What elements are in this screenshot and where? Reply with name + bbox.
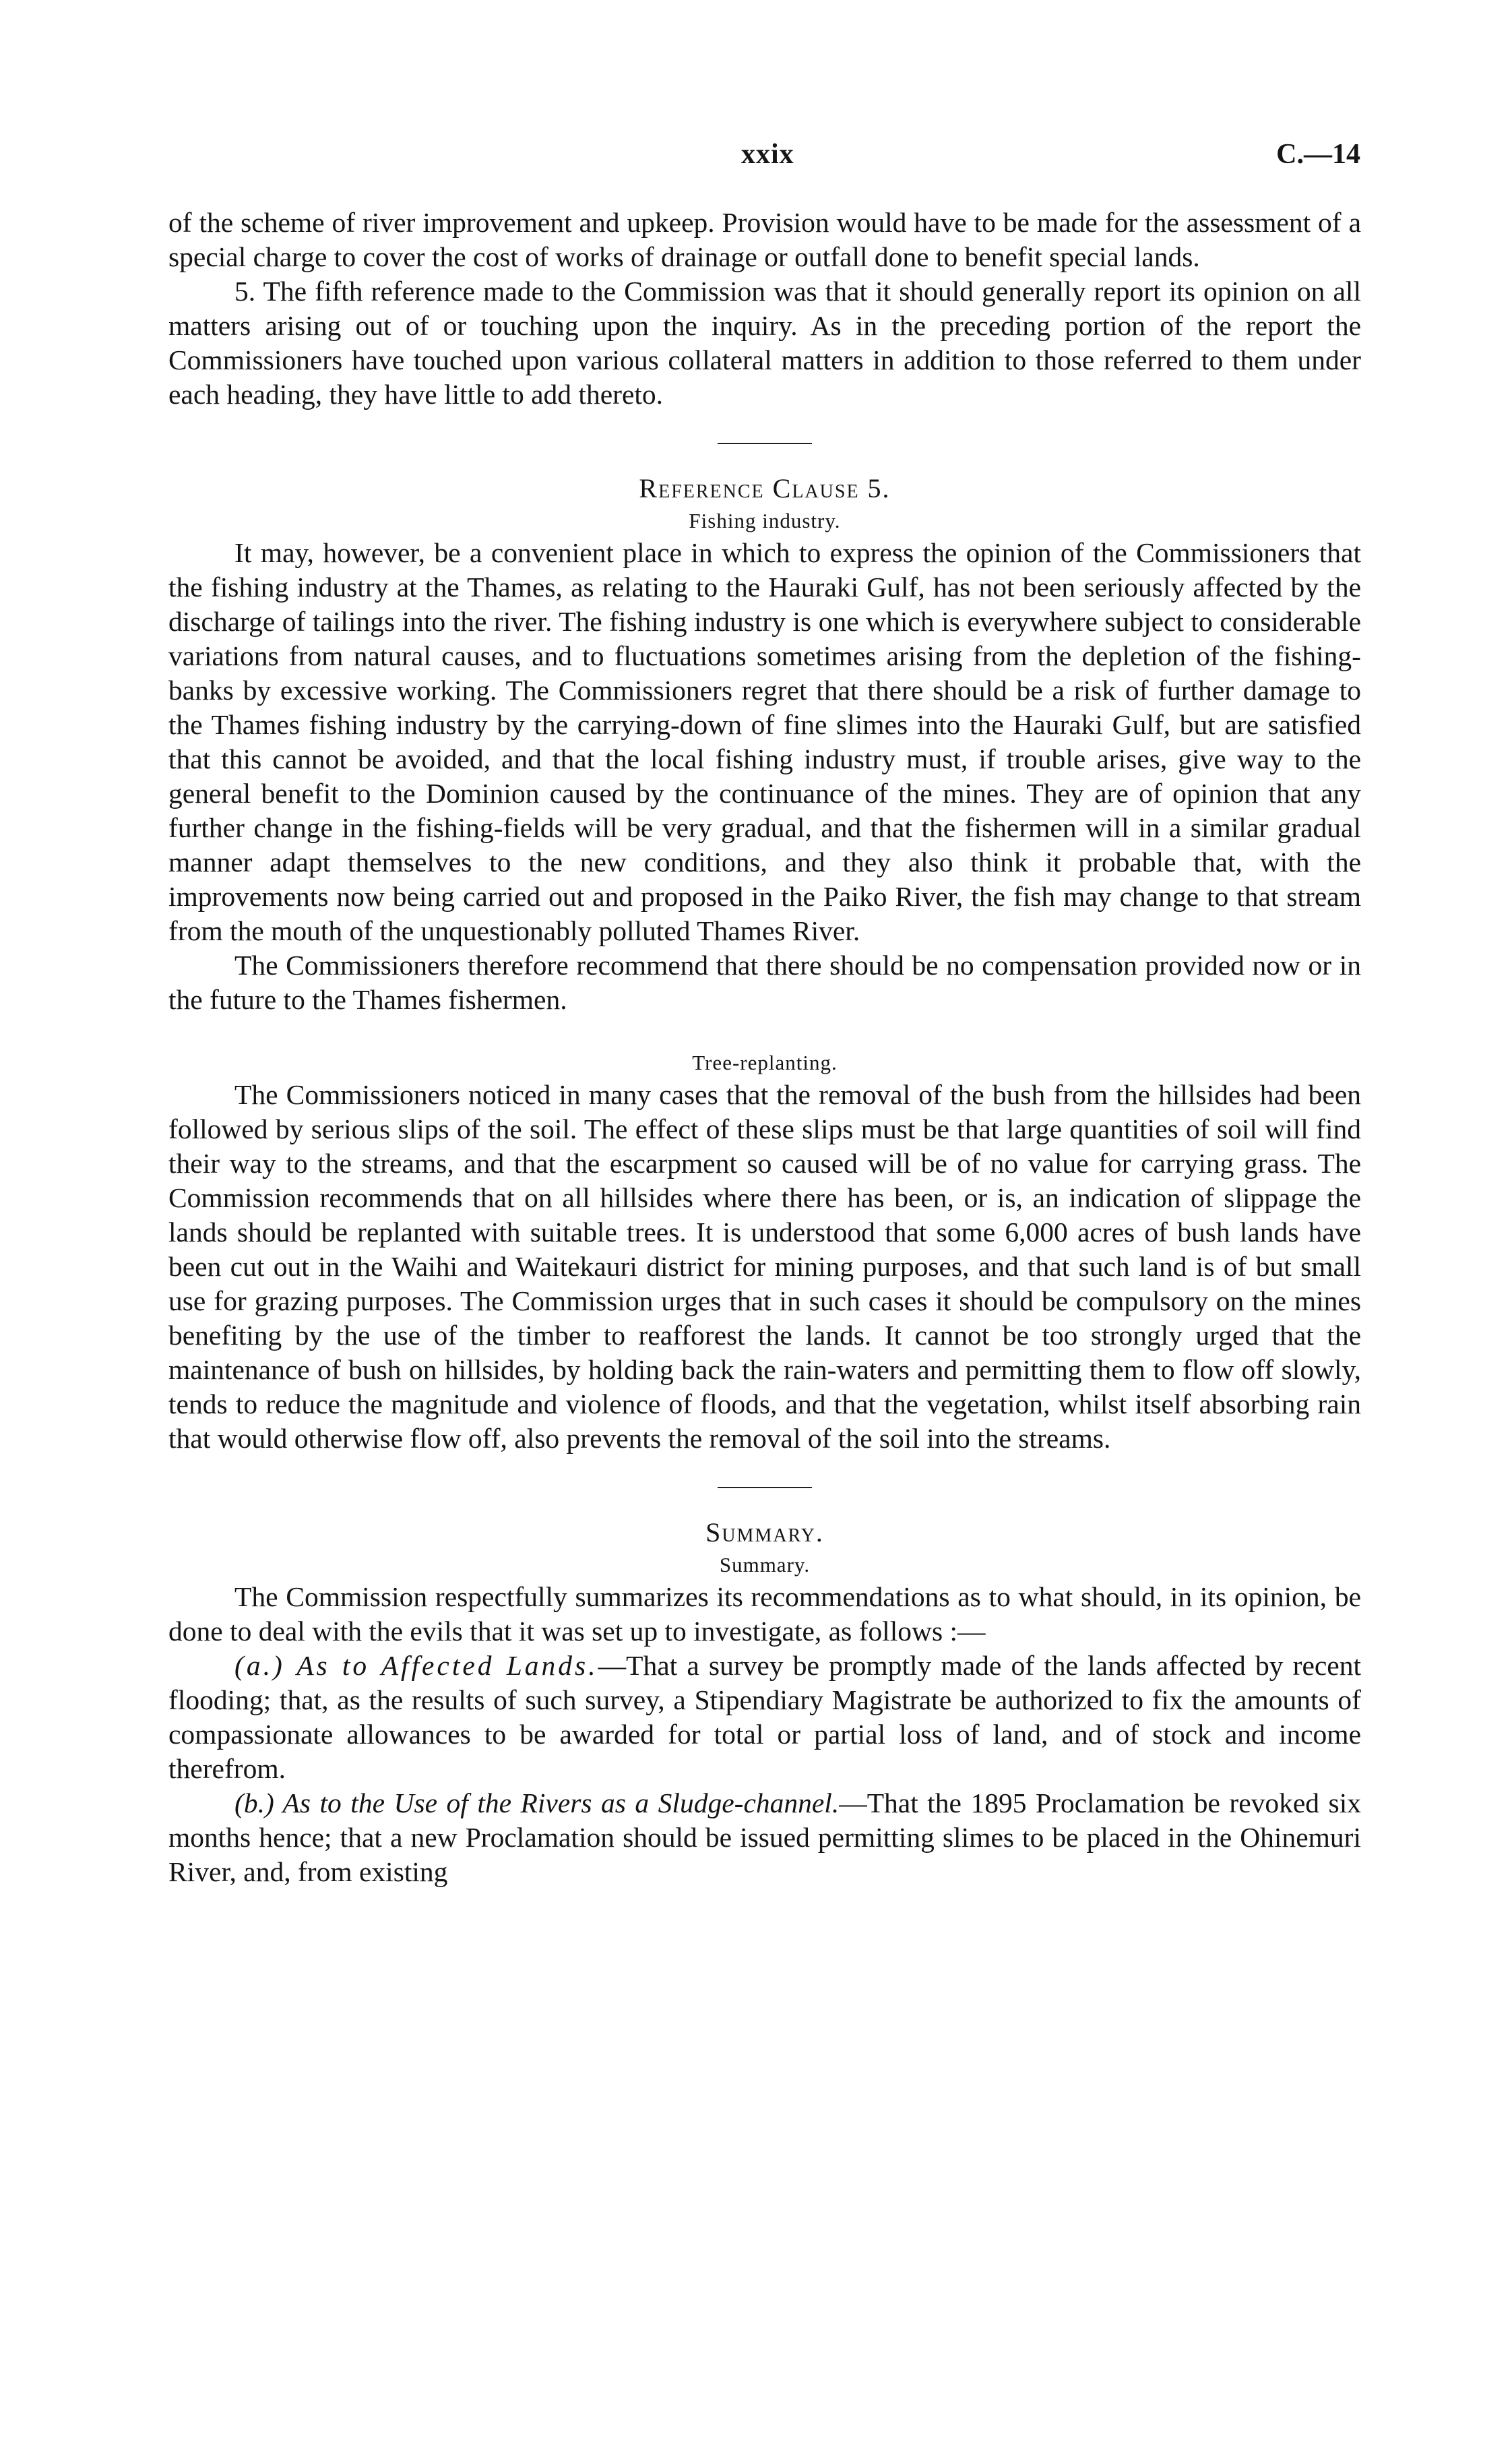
section-divider	[718, 1487, 812, 1488]
summary-heading: Summary.	[705, 1517, 824, 1547]
summary-intro-paragraph: The Commission respectfully summarizes its recommendations as to what should, in its opinion, be done to deal with the evils that it was set up to investigate, as follows :—	[168, 1581, 1361, 1647]
document-code: C.—14	[1276, 139, 1360, 170]
summary-sidenote: Summary.	[719, 1553, 811, 1576]
fishing-recommendation-paragraph: The Commissioners therefore recommend that there should be no compensation provided now or in the future to the Thames fishermen.	[168, 950, 1361, 1015]
page-number: xxix	[741, 139, 794, 170]
intro-paragraph-continuation: of the scheme of river improvement and upkeep. Provision would have to be made for the assessment of a special charge to cover the cost of works of drainage or outfall done to benefit special lands.	[168, 207, 1361, 272]
fishing-sidenote: Fishing industry.	[689, 509, 841, 532]
page-header	[0, 138, 1512, 179]
summary-item-b-text: —That the 1895 Proclamation be revoked six months hence; that a new Proclamation should be issued permitting slimes to be placed in the Ohinemuri River, and, from existing	[168, 1787, 1361, 1887]
summary-item-a-label: (a.) As to Affected Lands.	[234, 1650, 598, 1681]
summary-item-b-label: (b.) As to the Use of the Rivers as a Sludge-channel.	[234, 1787, 840, 1818]
reference-clause-title: Reference Clause 5.	[639, 473, 891, 503]
summary-item-a	[168, 1649, 1361, 1786]
tree-replanting-sidenote: Tree-replanting.	[692, 1051, 838, 1074]
summary-item-b	[168, 1786, 1361, 1889]
tree-replanting-paragraph: The Commissioners noticed in many cases that the removal of the bush from the hillsides had been followed by serious slips of the soil. The effect of these slips must be that large quantities of soil will find their way to the streams, and that the escarpment so caused will be of no value for carrying grass. The Commission recommends that on all hillsides where there has been, or is, an indication of slippage the lands should be replanted with suitable trees. It is understood that some 6,000 acres of bush lands have been cut out in the Waihi and Waitekauri district for mining purposes, and that such land is of but small use for grazing purposes. The Commission urges that in such cases it should be compulsory on the mines benefiting by the use of the timber to reafforest the lands. It cannot be too strongly urged that the maintenance of bush on hillsides, by holding back the rain-waters and permitting them to flow off slowly, tends to reduce the magnitude and violence of floods, and that the vegetation, whilst itself absorbing rain that would otherwise flow off, also prevents the removal of the soil into the streams.	[168, 1079, 1361, 1454]
reference-clause-heading	[168, 471, 1361, 506]
page-body	[168, 206, 1361, 1889]
fishing-paragraph: It may, however, be a convenient place in which to express the opinion of the Commissioners that the fishing industry at the Thames, as relating to the Hauraki Gulf, has not been seriously affected by the discharge of tailings into the river. The fishing industry is one which is everywhere subject to considerable variations from natural causes, and to fluctuations sometimes arising from the depletion of the fishing-banks by excessive working. The Commissioners regret that there should be a risk of further damage to the Thames fishing industry by the carrying-down of fine slimes into the Hauraki Gulf, but are satisfied that this cannot be avoided, and that the local fishing industry must, if trouble arises, give way to the general benefit to the Dominion caused by the continuance of the mines. They are of opinion that any further change in the fishing-fields will be very gradual, and that the fishermen will in a similar gradual manner adapt themselves to the new conditions, and they also think it probable that, with the improvements now being carried out and proposed in the Paiko River, the fish may change to that stream from the mouth of the unquestionably polluted Thames River.	[168, 537, 1361, 946]
intro-paragraph-fifth-reference: 5. The fifth reference made to the Commission was that it should generally report its opinion on all matters arising out of or touching upon the inquiry. As in the preceding portion of the report the Commissioners have touched upon various collateral matters in addition to those referred to them under each heading, they have little to add thereto.	[168, 276, 1361, 410]
section-divider	[718, 443, 812, 444]
summary-item-a-text: —That a survey be promptly made of the lands affected by recent flooding; that, as the results of such survey, a Stipendiary Magistrate be authorized to fix the amounts of compassionate allowances to be awarded for total or partial loss of land, and of stock and income therefrom.	[168, 1650, 1361, 1784]
